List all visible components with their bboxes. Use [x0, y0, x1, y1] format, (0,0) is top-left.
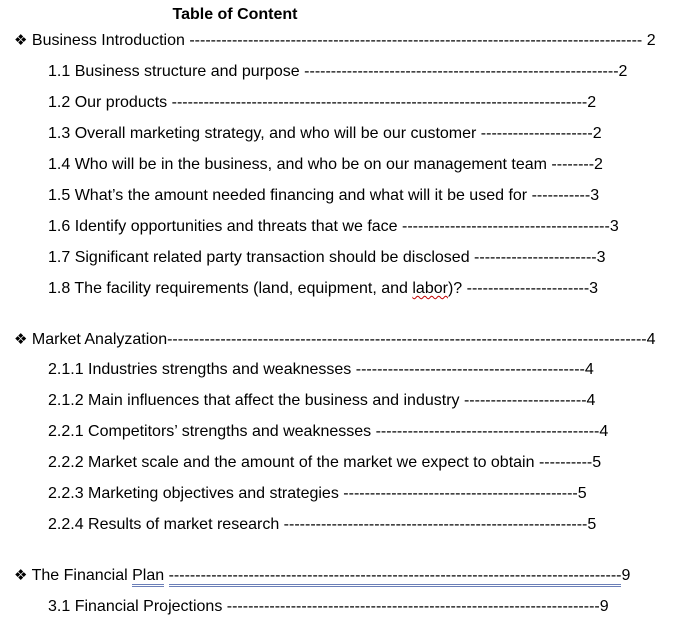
item-label-end: )? — [447, 280, 463, 297]
dot-leader: ----------------------- — [463, 392, 587, 409]
toc-item-1-5[interactable] — [48, 186, 599, 206]
dot-leader: ------------------------------------------- — [355, 361, 585, 378]
page-number: 3 — [589, 280, 599, 297]
dot-leader: ----------- — [531, 187, 591, 204]
toc-item-2-2-2[interactable] — [48, 453, 601, 473]
dot-leader: ------------------------------------------------------------------------------------- — [169, 567, 622, 587]
page-number: 5 — [592, 454, 602, 471]
diamond-bullet-icon: ❖ — [14, 331, 28, 348]
page-number: 2 — [618, 63, 628, 80]
dot-leader: --------------------------------------- — [402, 218, 610, 235]
section-label: Business Introduction — [31, 32, 185, 49]
dot-leader: ----------------------- — [466, 280, 590, 297]
toc-section-business-introduction[interactable] — [14, 31, 656, 51]
page-number: 2 — [646, 32, 656, 49]
item-label: 1.6 Identify opportunities and threats that we face — [48, 218, 398, 235]
toc-item-1-7[interactable] — [48, 248, 606, 268]
diamond-bullet-icon: ❖ — [14, 32, 28, 49]
item-label: 2.1.2 Main influences that affect the business and industry — [48, 392, 460, 409]
toc-item-1-6[interactable] — [48, 217, 619, 237]
dot-leader: ------------------------------------------------------------------------------ — [171, 94, 588, 111]
diamond-bullet-icon: ❖ — [14, 567, 28, 584]
dot-leader: -------- — [551, 156, 595, 173]
page-number: 9 — [621, 567, 631, 584]
page-number: 9 — [599, 598, 609, 615]
toc-section-market-analyzation[interactable] — [14, 330, 656, 350]
toc-item-2-2-3[interactable] — [48, 484, 587, 504]
item-label: 1.5 What’s the amount needed financing and what will it be used for — [48, 187, 528, 204]
item-label: 2.1.1 Industries strengths and weaknesses — [48, 361, 352, 378]
dot-leader: ------------------------------------------------------------------------------------------ — [167, 331, 647, 348]
toc-item-1-2[interactable] — [48, 93, 596, 113]
toc-item-1-1[interactable] — [48, 62, 627, 82]
dot-leader: ------------------------------------------------------------------------------------- — [189, 32, 643, 49]
toc-item-1-8[interactable] — [48, 279, 598, 299]
dot-leader: ---------------------------------------------------------------------- — [226, 598, 600, 615]
item-label: 2.2.1 Competitors’ strengths and weaknesses — [48, 423, 372, 440]
item-label: 2.2.3 Marketing objectives and strategies — [48, 485, 339, 502]
page-number: 2 — [592, 125, 602, 142]
toc-item-1-3[interactable] — [48, 124, 602, 144]
page-number: 5 — [587, 516, 597, 533]
toc-item-2-2-4[interactable] — [48, 515, 596, 535]
toc-item-3-1[interactable] — [48, 597, 609, 617]
dot-leader: ------------------------------------------ — [375, 423, 600, 440]
grammar-flagged-word[interactable]: Plan — [132, 567, 164, 587]
toc-section-financial-plan[interactable] — [14, 566, 630, 586]
dot-leader: -------------------------------------------- — [343, 485, 578, 502]
dot-leader: ---------- — [538, 454, 593, 471]
item-label: 1.8 The facility requirements (land, equipment, and — [48, 280, 413, 297]
page-number: 3 — [590, 187, 600, 204]
page-number: 2 — [587, 94, 597, 111]
item-label: 3.1 Financial Projections — [48, 598, 223, 615]
spelling-flagged-word[interactable]: labor — [412, 280, 448, 297]
page-number: 4 — [599, 423, 609, 440]
dot-leader: ----------------------------------------------------------- — [304, 63, 619, 80]
page-number: 4 — [584, 361, 594, 378]
page-number: 5 — [577, 485, 587, 502]
dot-leader: --------------------- — [480, 125, 593, 142]
toc-item-2-2-1[interactable] — [48, 422, 608, 442]
item-label: 1.7 Significant related party transaction should be disclosed — [48, 249, 470, 266]
item-label: 1.4 Who will be in the business, and who be on our management team — [48, 156, 547, 173]
section-label: Market Analyzation — [31, 331, 168, 348]
item-label: 2.2.4 Results of market research — [48, 516, 280, 533]
section-label: The Financial — [31, 567, 133, 584]
page-number: 4 — [586, 392, 596, 409]
item-label: 1.3 Overall marketing strategy, and who will be our customer — [48, 125, 477, 142]
toc-title: Table of Content — [172, 6, 298, 23]
toc-item-1-4[interactable] — [48, 155, 603, 175]
toc-item-2-1-2[interactable] — [48, 391, 595, 411]
item-label: 2.2.2 Market scale and the amount of the market we expect to obtain — [48, 454, 535, 471]
page-number: 3 — [596, 249, 606, 266]
item-label: 1.2 Our products — [48, 94, 168, 111]
dot-leader: --------------------------------------------------------- — [283, 516, 588, 533]
dot-leader: ----------------------- — [474, 249, 597, 266]
page-number: 2 — [594, 156, 603, 173]
page-number: 3 — [609, 218, 619, 235]
item-label: 1.1 Business structure and purpose — [48, 63, 300, 80]
toc-item-2-1-1[interactable] — [48, 360, 594, 380]
page-number: 4 — [646, 331, 656, 348]
